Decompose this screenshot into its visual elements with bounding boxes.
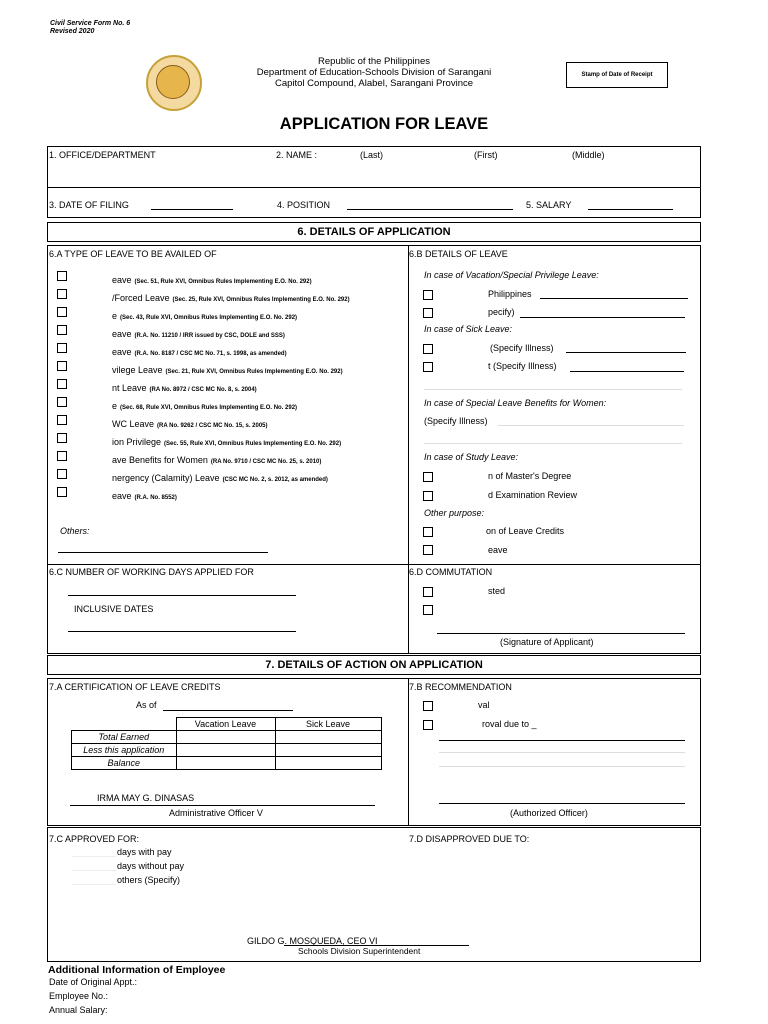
certifying-officer-line <box>70 805 375 806</box>
table-row <box>72 731 382 744</box>
position-field[interactable] <box>347 209 513 210</box>
leave-type-item <box>112 342 287 360</box>
leave-type-item <box>112 414 268 432</box>
row-label: Total Earned <box>72 731 177 744</box>
header-line-1: Republic of the Philippines <box>318 56 430 67</box>
table-cell[interactable] <box>176 757 275 770</box>
header-line-3: Capitol Compound, Alabel, Sarangani Province <box>274 78 474 89</box>
vacation-within-field[interactable] <box>540 298 688 299</box>
recommendation-heading: 7.B RECOMMENDATION <box>409 682 512 692</box>
table-cell[interactable] <box>176 731 275 744</box>
leave-type-reference: (RA No. 9710 / CSC MC No. 25, s. 2010) <box>210 459 322 465</box>
leave-type-label: e <box>112 311 118 321</box>
table-cell[interactable] <box>275 731 381 744</box>
stamp-receipt-box: Stamp of Date of Receipt <box>566 62 668 88</box>
leave-type-reference: (Sec. 68, Rule XVI, Omnibus Rules Implementing E.O. No. 292) <box>120 405 298 411</box>
leave-type-label: vilege Leave <box>112 365 163 375</box>
leave-type-label: eave <box>112 275 132 285</box>
salary-label: 5. SALARY <box>526 200 572 210</box>
leave-type-label: WC Leave <box>112 419 155 429</box>
sick-heading: In case of Sick Leave: <box>424 324 513 334</box>
leave-type-checkbox[interactable] <box>57 433 67 443</box>
position-label: 4. POSITION <box>277 200 331 210</box>
disapproval-reason-line-1[interactable] <box>439 740 685 741</box>
for-disapproval-label: roval due to _ <box>482 719 537 729</box>
form-identifier <box>50 20 130 36</box>
study-masters-checkbox[interactable] <box>423 472 433 482</box>
leave-type-item <box>112 378 257 396</box>
other-purpose-heading: Other purpose: <box>424 508 485 518</box>
women-heading: In case of Special Leave Benefits for Women: <box>424 398 607 408</box>
leave-type-checkbox[interactable] <box>57 271 67 281</box>
certifying-officer-name: IRMA MAY G. DINASAS <box>97 793 195 803</box>
study-bar-label: d Examination Review <box>488 490 578 500</box>
type-of-leave-heading: 6.A TYPE OF LEAVE TO BE AVAILED OF <box>49 249 217 259</box>
working-days-heading: 6.C NUMBER OF WORKING DAYS APPLIED FOR <box>49 567 254 577</box>
leave-type-item <box>112 468 328 486</box>
disapproval-reason-line-3[interactable] <box>439 766 685 767</box>
others-field[interactable] <box>58 552 268 553</box>
vacation-abroad-label: pecify) <box>488 307 515 317</box>
superintendent-name: GILDO G. MOSQUEDA, CEO VI <box>247 936 378 946</box>
certification-heading: 7.A CERTIFICATION OF LEAVE CREDITS <box>49 682 221 692</box>
leave-type-item <box>112 396 297 414</box>
table-header-row <box>72 718 382 731</box>
days-without-pay-field[interactable] <box>72 870 116 871</box>
commutation-requested-checkbox[interactable] <box>423 587 433 597</box>
for-approval-checkbox[interactable] <box>423 701 433 711</box>
leave-type-reference: (CSC MC No. 2, s. 2012, as amended) <box>222 477 328 483</box>
women-illness-label: (Specify Illness) <box>424 416 488 426</box>
additional-info-title: Additional Information of Employee <box>48 964 226 976</box>
leave-type-checkbox[interactable] <box>57 469 67 479</box>
table-cell[interactable] <box>176 744 275 757</box>
commutation-heading: 6.D COMMUTATION <box>409 567 493 577</box>
leave-type-label: nt Leave <box>112 383 147 393</box>
salary-field[interactable] <box>588 209 673 210</box>
section-7-title: 7. DETAILS OF ACTION ON APPLICATION <box>265 659 483 671</box>
office-label: 1. OFFICE/DEPARTMENT <box>49 150 156 160</box>
section-7-header <box>47 655 701 675</box>
table-cell[interactable] <box>275 744 381 757</box>
details-of-leave-heading: 6.B DETAILS OF LEAVE <box>409 249 508 259</box>
for-disapproval-checkbox[interactable] <box>423 720 433 730</box>
as-of-label: As of <box>136 700 157 710</box>
sick-hospital-field[interactable] <box>566 352 686 353</box>
leave-type-item <box>112 306 297 324</box>
leave-type-reference: (Sec. 25, Rule XVI, Omnibus Rules Implementing E.O. No. 292) <box>172 297 350 303</box>
row-label: Balance <box>72 757 177 770</box>
leave-type-checkbox[interactable] <box>57 451 67 461</box>
study-masters-label: n of Master's Degree <box>488 471 572 481</box>
sick-extra-line <box>424 389 682 390</box>
vacation-within-label: Philippines <box>488 289 532 299</box>
leave-type-label: nergency (Calamity) Leave <box>112 473 220 483</box>
form-revision: Revised 2020 <box>50 28 95 35</box>
leave-type-reference: (RA No. 8972 / CSC MC No. 8, s. 2004) <box>149 387 257 393</box>
applicant-signature-label: (Signature of Applicant) <box>500 637 594 647</box>
leave-type-checkbox[interactable] <box>57 325 67 335</box>
disapproval-reason-line-2[interactable] <box>439 752 685 753</box>
vacation-abroad-checkbox[interactable] <box>423 308 433 318</box>
leave-type-reference: (Sec. 43, Rule XVI, Omnibus Rules Implementing E.O. No. 292) <box>120 315 298 321</box>
middle-name-label: (Middle) <box>572 150 605 160</box>
commutation-not-requested-checkbox[interactable] <box>423 605 433 615</box>
terminal-leave-checkbox[interactable] <box>423 545 433 555</box>
table-cell[interactable] <box>275 757 381 770</box>
working-days-field[interactable] <box>68 595 296 596</box>
applicant-signature-field[interactable] <box>437 633 685 634</box>
sick-outpatient-checkbox[interactable] <box>423 362 433 372</box>
approved-for-heading: 7.C APPROVED FOR: <box>49 834 140 844</box>
form-number: Civil Service Form No. 6 <box>50 20 131 27</box>
sick-outpatient-label: t (Specify Illness) <box>488 361 557 371</box>
study-bar-checkbox[interactable] <box>423 491 433 501</box>
leave-type-reference: (RA No. 9262 / CSC MC No. 15, s. 2005) <box>157 423 268 429</box>
for-approval-label: val <box>478 700 490 710</box>
vacation-abroad-field[interactable] <box>520 317 685 318</box>
study-heading: In case of Study Leave: <box>424 452 519 462</box>
sick-leave-header: Sick Leave <box>275 718 381 731</box>
terminal-leave-label: eave <box>488 545 508 555</box>
leave-type-item <box>112 450 321 468</box>
leave-type-item <box>112 360 343 378</box>
certifying-officer-title: Administrative Officer V <box>169 808 263 818</box>
leave-type-reference: (Sec. 55, Rule XVI, Omnibus Rules Implementing E.O. No. 292) <box>164 441 342 447</box>
others-specify-field[interactable] <box>72 884 116 885</box>
sick-hospital-label: (Specify Illness) <box>490 343 554 353</box>
section-6-header <box>47 222 701 242</box>
leave-type-item <box>112 270 312 288</box>
inclusive-dates-field[interactable] <box>68 631 296 632</box>
leave-type-checkbox[interactable] <box>57 307 67 317</box>
leave-type-checkbox[interactable] <box>57 289 67 299</box>
disapproved-heading: 7.D DISAPPROVED DUE TO: <box>409 834 530 844</box>
last-name-label: (Last) <box>360 150 384 160</box>
leave-type-checkbox[interactable] <box>57 379 67 389</box>
authorized-officer-label: (Authorized Officer) <box>510 808 588 818</box>
agency-header <box>200 56 548 89</box>
sick-hospital-checkbox[interactable] <box>423 344 433 354</box>
leave-type-item <box>112 324 285 342</box>
row-label: Less this application <box>72 744 177 757</box>
monetization-label: on of Leave Credits <box>486 526 565 536</box>
first-name-label: (First) <box>474 150 498 160</box>
days-without-pay-label: days without pay <box>117 861 185 871</box>
leave-type-checkbox[interactable] <box>57 397 67 407</box>
leave-type-reference: (R.A. No. 8552) <box>134 495 177 501</box>
vacation-leave-header: Vacation Leave <box>176 718 275 731</box>
table-row <box>72 744 382 757</box>
leave-type-reference: (Sec. 21, Rule XVI, Omnibus Rules Implementing E.O. No. 292) <box>165 369 343 375</box>
days-with-pay-label: days with pay <box>117 847 172 857</box>
page-title: APPLICATION FOR LEAVE <box>279 115 489 133</box>
vacation-heading: In case of Vacation/Special Privilege Leave: <box>424 270 599 280</box>
leave-type-checkbox[interactable] <box>57 415 67 425</box>
as-of-field[interactable] <box>163 710 293 711</box>
leave-type-item <box>112 288 350 306</box>
leave-type-checkbox[interactable] <box>57 343 67 353</box>
date-filing-label: 3. DATE OF FILING <box>49 200 129 210</box>
women-illness-field[interactable] <box>498 425 684 426</box>
others-specify-label: others (Specify) <box>117 875 181 885</box>
leave-type-checkbox[interactable] <box>57 361 67 371</box>
leave-type-label: eave <box>112 347 132 357</box>
leave-type-label: eave <box>112 329 132 339</box>
name-label: 2. NAME : <box>276 150 318 160</box>
leave-credits-table <box>71 717 382 770</box>
women-extra-line <box>424 443 682 444</box>
date-filing-field[interactable] <box>151 209 233 210</box>
seal-emblem-icon <box>156 65 190 99</box>
days-with-pay-field[interactable] <box>72 856 116 857</box>
leave-type-label: eave <box>112 491 132 501</box>
leave-type-reference: (Sec. 51, Rule XVI, Omnibus Rules Implementing E.O. No. 292) <box>134 279 312 285</box>
leave-type-reference: (R.A. No. 8187 / CSC MC No. 71, s. 1998, as amended) <box>134 351 287 357</box>
sick-outpatient-field[interactable] <box>570 371 684 372</box>
leave-type-item <box>112 486 177 504</box>
leave-type-checkbox[interactable] <box>57 487 67 497</box>
header-line-2: Department of Education-Schools Division of Sarangani <box>256 67 492 78</box>
employee-number-label: Employee No.: <box>49 991 109 1001</box>
leave-type-label: ion Privilege <box>112 437 162 447</box>
annual-salary-label: Annual Salary: <box>49 1005 108 1015</box>
inclusive-dates-label: INCLUSIVE DATES <box>74 604 154 614</box>
leave-type-label: ave Benefits for Women <box>112 455 208 465</box>
monetization-checkbox[interactable] <box>423 527 433 537</box>
leave-type-reference: (R.A. No. 11210 / IRR issued by CSC, DOLE and SSS) <box>134 333 285 339</box>
leave-type-label: e <box>112 401 118 411</box>
table-row <box>72 757 382 770</box>
leave-type-label: /Forced Leave <box>112 293 170 303</box>
others-label: Others: <box>60 526 90 536</box>
commutation-requested-label: sted <box>488 586 506 596</box>
deped-seal-logo <box>146 55 202 111</box>
vacation-within-checkbox[interactable] <box>423 290 433 300</box>
leave-type-item <box>112 432 341 450</box>
original-appointment-label: Date of Original Appt.: <box>49 977 138 987</box>
authorized-officer-line[interactable] <box>439 803 685 804</box>
section-6-title: 6. DETAILS OF APPLICATION <box>297 226 451 238</box>
superintendent-title: Schools Division Superintendent <box>298 946 421 956</box>
